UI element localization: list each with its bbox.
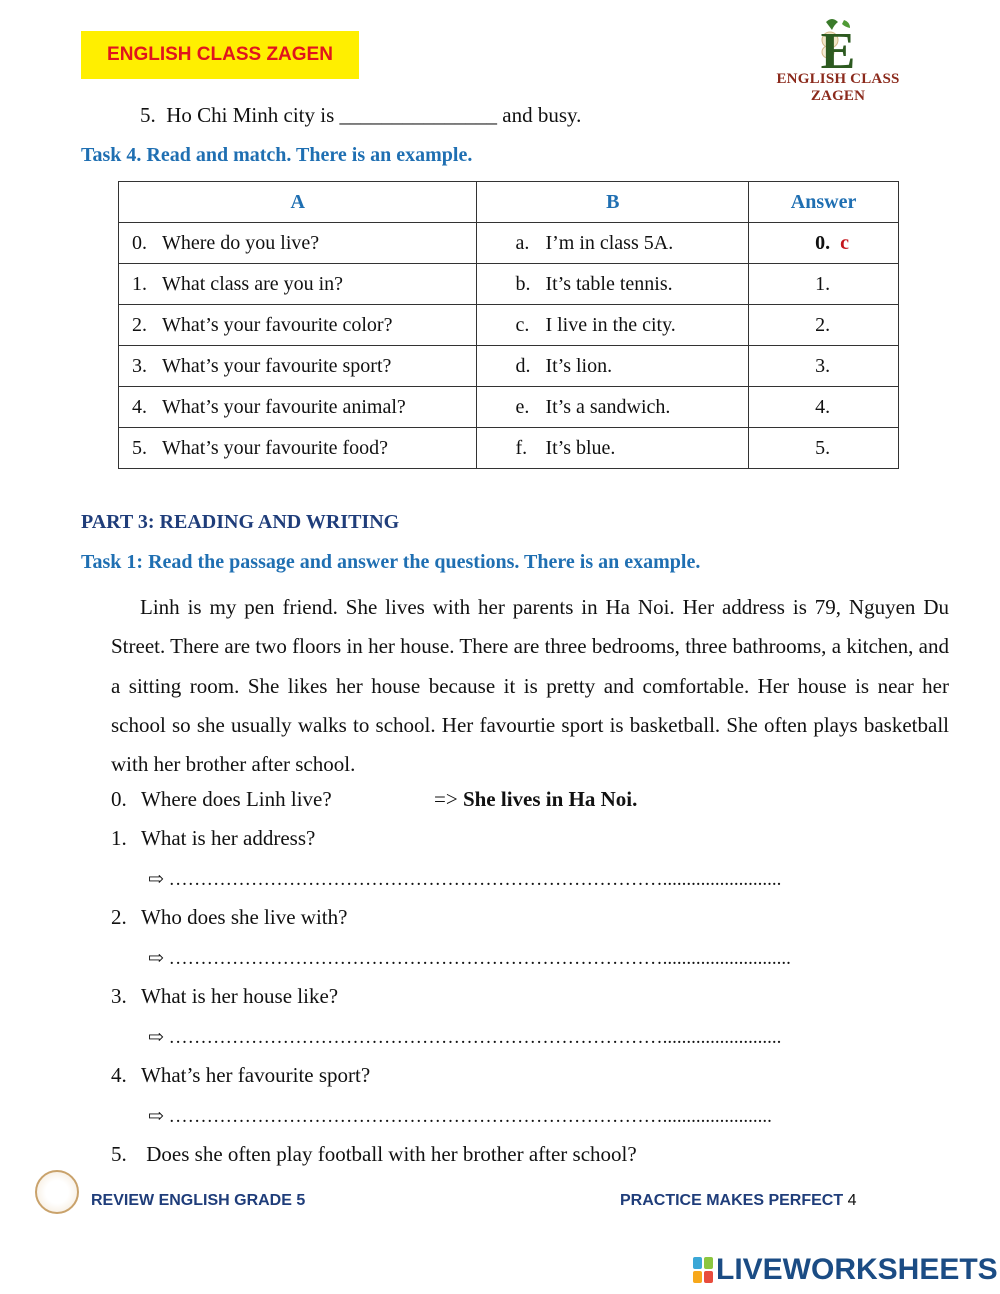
example-answer-text: She lives in Ha Noi. — [462, 787, 638, 811]
table-row — [119, 264, 899, 305]
cell-answer: 0. c — [749, 223, 899, 264]
footer-right: PRACTICE MAKES PERFECT 4 — [620, 1192, 857, 1209]
cell-answer[interactable]: 2. — [749, 305, 899, 346]
cell-answer[interactable]: 5. — [749, 428, 899, 469]
column-header-b: B — [477, 182, 749, 223]
question-4: 4. What’s her favourite sport? — [111, 1063, 371, 1087]
answer-line-3[interactable]: ⇨ ……………………………………………………………………......................... — [148, 1027, 782, 1048]
cell-a: 0. Where do you live? — [119, 223, 477, 264]
answer-line-4[interactable]: ⇨ ……………………………………………………………………....................... — [148, 1106, 772, 1127]
header-banner: ENGLISH CLASS ZAGEN — [81, 31, 359, 79]
question-text: Ho Chi Minh city is _______________ and busy. — [166, 103, 582, 127]
cell-b: d. It’s lion. — [477, 346, 749, 387]
footer-left: REVIEW ENGLISH GRADE 5 — [91, 1192, 306, 1209]
column-header-a: A — [119, 182, 477, 223]
table-row — [119, 305, 899, 346]
table-row — [119, 223, 899, 264]
cell-a: 1. What class are you in? — [119, 264, 477, 305]
part3-title: PART 3: READING AND WRITING — [81, 511, 400, 533]
question-number: 5. — [140, 103, 156, 127]
page-number: 4 — [847, 1192, 857, 1209]
cell-b: b. It’s table tennis. — [477, 264, 749, 305]
cell-a: 3. What’s your favourite sport? — [119, 346, 477, 387]
match-table — [118, 181, 899, 469]
question-1: 1. What is her address? — [111, 826, 316, 850]
table-row — [119, 428, 899, 469]
task4-title: Task 4. Read and match. There is an example. — [81, 144, 473, 166]
question-5: 5. Does she often play football with her brother after school? — [111, 1142, 637, 1166]
question-2: 2. Who does she live with? — [111, 905, 348, 929]
question-3: 3. What is her house like? — [111, 984, 339, 1008]
school-logo — [758, 16, 918, 104]
column-header-answer: Answer — [749, 182, 899, 223]
cell-answer[interactable]: 1. — [749, 264, 899, 305]
example-question: 0. Where does Linh live? — [111, 787, 332, 811]
liveworksheets-logo-icon — [693, 1257, 713, 1283]
example-answer: c — [840, 231, 850, 254]
cell-a: 4. What’s your favourite animal? — [119, 387, 477, 428]
logo-letter: E — [820, 23, 856, 74]
logo-emblem-icon — [758, 16, 918, 74]
cell-b: f. It’s blue. — [477, 428, 749, 469]
table-header-row — [119, 182, 899, 223]
answer-line-2[interactable]: ⇨ ……………………………………………………………………........................... — [148, 948, 791, 969]
table-row — [119, 346, 899, 387]
cell-b: c. I live in the city. — [477, 305, 749, 346]
cell-answer[interactable]: 3. — [749, 346, 899, 387]
reading-passage: Linh is my pen friend. She lives with her parents in Ha Noi. Her address is 79, Nguyen Du Street. There are two floors in her house. There are three bedrooms, three bathrooms, a kitchen, and a sitting room. She likes her house because it is pretty and comfortable. Her house is near her school so she usually walks to school. Her favourtie sport is basketball. She often plays basketball with her brother after school. — [111, 595, 949, 777]
cell-b: a. I’m in class 5A. — [477, 223, 749, 264]
footer-logo-icon — [35, 1170, 79, 1214]
question-5-fill — [140, 103, 581, 128]
cell-b: e. It’s a sandwich. — [477, 387, 749, 428]
task1-title: Task 1: Read the passage and answer the questions. There is an example. — [81, 551, 701, 573]
table-row — [119, 387, 899, 428]
liveworksheets-brand — [693, 1253, 998, 1287]
example-answer-line: => She lives in Ha Noi. — [434, 787, 638, 811]
cell-a: 5. What’s your favourite food? — [119, 428, 477, 469]
cell-answer[interactable]: 4. — [749, 387, 899, 428]
answer-line-1[interactable]: ⇨ ……………………………………………………………………......................... — [148, 869, 782, 890]
liveworksheets-text: LIVEWORKSHEETS — [716, 1253, 998, 1286]
logo-text: ENGLISH CLASS ZAGEN — [776, 71, 900, 104]
cell-a: 2. What’s your favourite color? — [119, 305, 477, 346]
